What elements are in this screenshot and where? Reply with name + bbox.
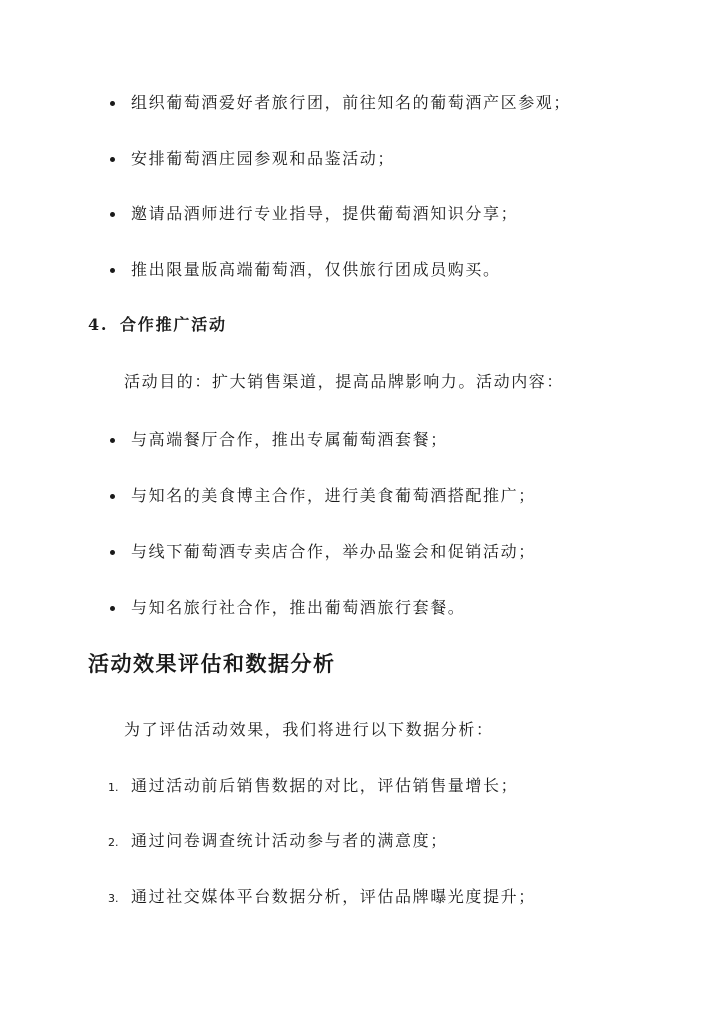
- section-number: 4.: [88, 315, 109, 334]
- section-intro: 活动目的：扩大销售渠道，提高品牌影响力。活动内容：: [124, 372, 565, 391]
- section-heading: 活动效果评估和数据分析: [88, 651, 336, 676]
- list-number: 1.: [108, 781, 119, 794]
- bullet-marker: [110, 212, 115, 217]
- bullet-text: 邀请品酒师进行专业指导，提供葡萄酒知识分享；: [131, 204, 519, 223]
- bullet-marker: [110, 438, 115, 443]
- bullet-marker: [110, 606, 115, 611]
- bullet-marker: [110, 494, 115, 499]
- bullet-text: 与高端餐厅合作，推出专属葡萄酒套餐；: [131, 430, 448, 449]
- section-title: 合作推广活动: [120, 315, 227, 334]
- bullet-marker: [110, 268, 115, 273]
- bullet-text: 安排葡萄酒庄园参观和品鉴活动；: [131, 149, 396, 168]
- bullet-text: 推出限量版高端葡萄酒，仅供旅行团成员购买。: [131, 260, 501, 279]
- bullet-text: 与知名旅行社合作，推出葡萄酒旅行套餐。: [131, 598, 466, 617]
- list-item-text: 通过活动前后销售数据的对比，评估销售量增长；: [131, 776, 519, 795]
- list-item-text: 通过社交媒体平台数据分析，评估品牌曝光度提升；: [131, 887, 536, 906]
- bullet-marker: [110, 550, 115, 555]
- bullet-text: 与线下葡萄酒专卖店合作，举办品鉴会和促销活动；: [131, 542, 536, 561]
- bullet-text: 与知名的美食博主合作，进行美食葡萄酒搭配推广；: [131, 486, 536, 505]
- bullet-text: 组织葡萄酒爱好者旅行团，前往知名的葡萄酒产区参观；: [131, 93, 572, 112]
- list-number: 2.: [108, 836, 119, 849]
- list-item-text: 通过问卷调查统计活动参与者的满意度；: [131, 831, 448, 850]
- section-intro: 为了评估活动效果，我们将进行以下数据分析：: [124, 720, 494, 739]
- list-number: 3.: [108, 892, 119, 905]
- bullet-marker: [110, 157, 115, 162]
- bullet-marker: [110, 101, 115, 106]
